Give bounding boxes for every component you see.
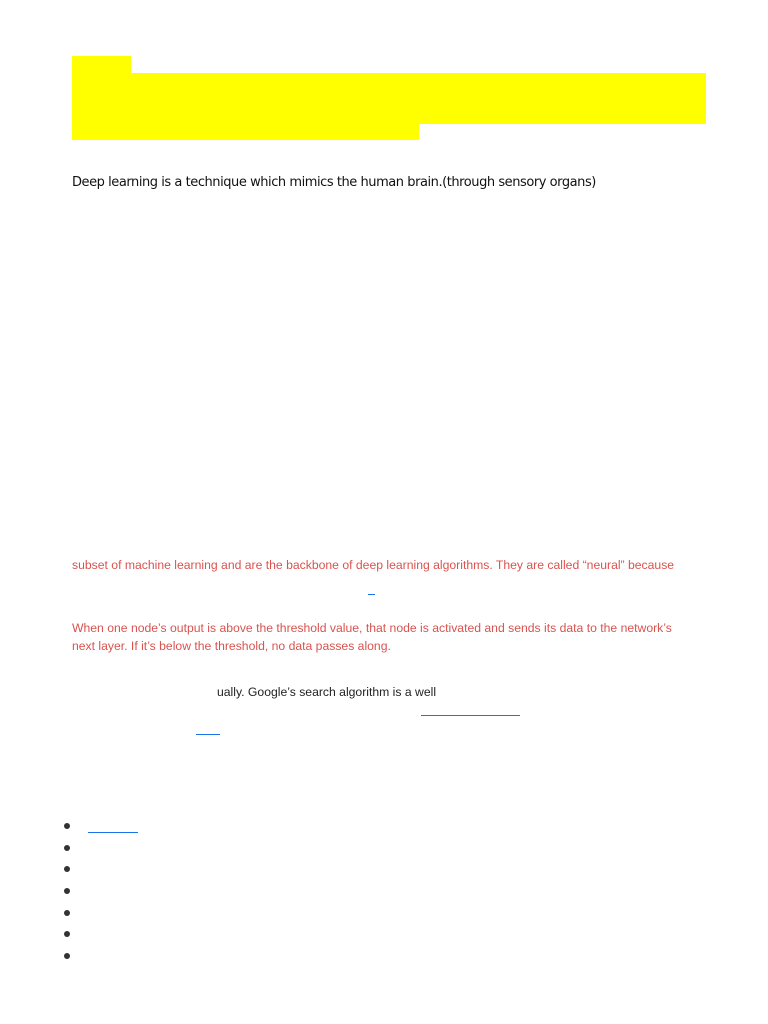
bullet-icon xyxy=(64,953,70,959)
red-paragraph-line: When one node’s output is above the threshold value, that node is activated and sends its data to the network’s xyxy=(72,621,672,635)
bullet-icon xyxy=(64,845,70,851)
bullet-icon xyxy=(64,823,70,829)
link-underline[interactable] xyxy=(88,832,138,833)
bullet-icon xyxy=(64,866,70,872)
highlighted-heading-block xyxy=(72,123,419,140)
link-underline[interactable] xyxy=(196,734,220,735)
bullet-icon xyxy=(64,910,70,916)
intro-paragraph: Deep learning is a technique which mimics the human brain.(through sensory organs) xyxy=(72,175,596,190)
highlighted-heading-block xyxy=(72,73,706,124)
bullet-icon xyxy=(64,931,70,937)
paragraph-fragment: ually. Google’s search algorithm is a well xyxy=(217,685,437,699)
highlighted-heading-block xyxy=(72,56,131,74)
link-underline[interactable] xyxy=(368,594,375,595)
red-paragraph-line: next layer. If it’s below the threshold, no data passes along. xyxy=(72,639,391,653)
bullet-icon xyxy=(64,888,70,894)
red-paragraph-line: subset of machine learning and are the backbone of deep learning algorithms. They are called “neural” because xyxy=(72,558,675,572)
link-underline[interactable] xyxy=(421,715,520,716)
